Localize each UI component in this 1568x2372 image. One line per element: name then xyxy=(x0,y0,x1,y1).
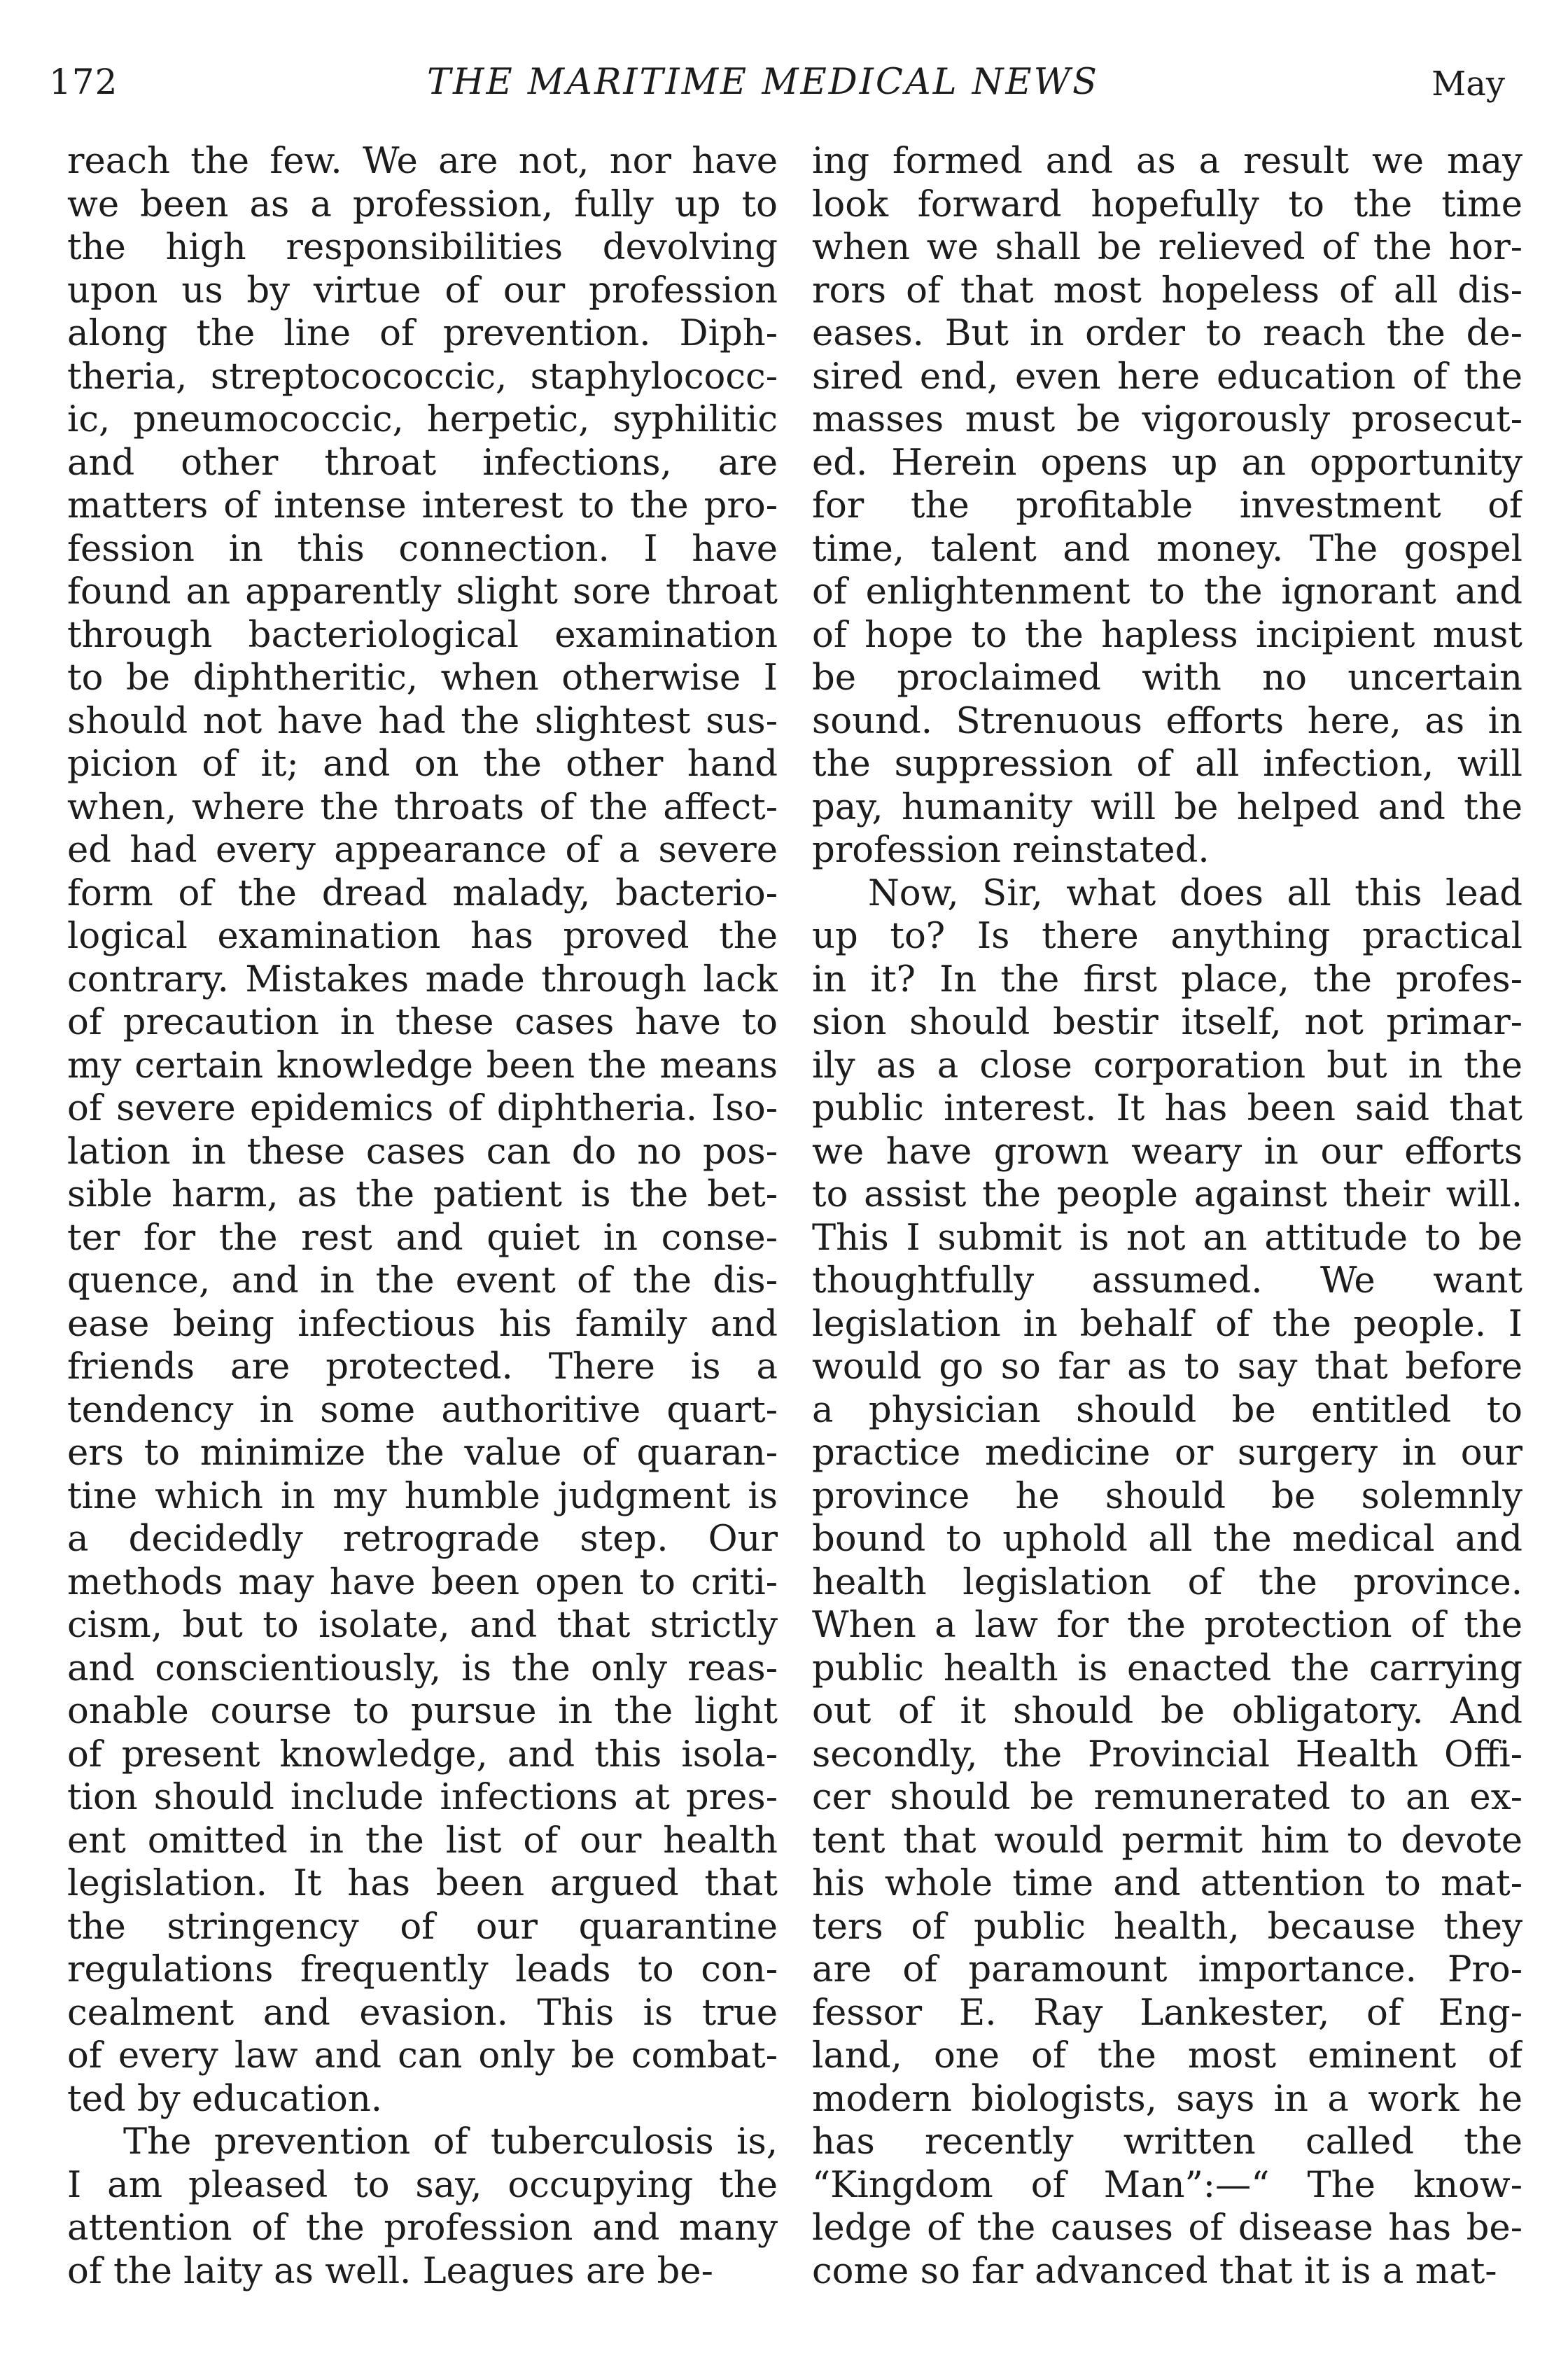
left-text-column xyxy=(67,140,778,2293)
text-line: in it? In the first place, the profes- xyxy=(812,958,1522,1000)
text-line: quence, and in the event of the dis- xyxy=(67,1260,778,1302)
text-line: This I submit is not an attitude to be xyxy=(812,1216,1522,1259)
text-line: ledge of the causes of disease has be- xyxy=(812,2207,1522,2249)
text-line: public interest. It has been said that xyxy=(812,1087,1522,1129)
text-line: come so far advanced that it is a mat- xyxy=(812,2249,1497,2292)
text-line: of precaution in these cases have to xyxy=(67,1001,778,1043)
text-line: onable course to pursue in the light xyxy=(67,1690,778,1732)
text-line: methods may have been open to criti- xyxy=(67,1561,778,1603)
text-line: modern biologists, says in a work he xyxy=(812,2077,1522,2120)
text-line: and other throat infections, are xyxy=(67,441,778,484)
text-line: and conscientiously, is the only reas- xyxy=(67,1647,778,1689)
text-line: should not have had the slightest sus- xyxy=(67,699,778,742)
text-line: the high responsibilities devolving xyxy=(67,226,778,268)
text-line: of the laity as well. Leagues are be- xyxy=(67,2249,713,2292)
text-line: to be diphtheritic, when otherwise I xyxy=(67,657,778,699)
text-line: a physician should be entitled to xyxy=(812,1388,1522,1431)
text-line: ic, pneumococcic, herpetic, syphilitic xyxy=(67,398,778,440)
text-line: has recently written called the xyxy=(812,2121,1522,2163)
text-line: would go so far as to say that before xyxy=(812,1346,1522,1388)
text-line: matters of intense interest to the pro- xyxy=(67,484,778,526)
text-line: tion should include infections at pres- xyxy=(67,1776,778,1818)
text-line: ers to minimize the value of quaran- xyxy=(67,1432,778,1474)
text-line: I am pleased to say, occupying the xyxy=(67,2163,778,2206)
text-line: pay, humanity will be helped and the xyxy=(812,786,1522,828)
text-line: look forward hopefully to the time xyxy=(812,183,1522,225)
text-line: “Kingdom of Man”:—“ The know- xyxy=(812,2163,1522,2206)
text-line: cism, but to isolate, and that strictly xyxy=(67,1604,778,1646)
text-line: Now, Sir, what does all this lead xyxy=(868,872,1522,914)
text-line: public health is enacted the carrying xyxy=(812,1647,1522,1689)
text-line: for the profitable investment of xyxy=(812,484,1522,526)
text-line: the stringency of our quarantine xyxy=(67,1905,778,1948)
text-line: ing formed and as a result we may xyxy=(812,140,1522,182)
text-line: cer should be remunerated to an ex- xyxy=(812,1776,1522,1818)
text-line: attention of the profession and many xyxy=(67,2207,778,2249)
text-line: legislation. It has been argued that xyxy=(67,1862,778,1904)
text-line: health legislation of the province. xyxy=(812,1561,1522,1603)
text-line: picion of it; and on the other hand xyxy=(67,743,778,785)
text-line: sion should bestir itself, not primar- xyxy=(812,1001,1522,1043)
text-line: ily as a close corporation but in the xyxy=(812,1044,1522,1087)
text-line: sired end, even here education of the xyxy=(812,355,1522,398)
text-line: found an apparently slight sore throat xyxy=(67,571,778,613)
text-line: sound. Strenuous efforts here, as in xyxy=(812,699,1522,742)
issue-month: May xyxy=(1432,64,1505,104)
text-line: out of it should be obligatory. And xyxy=(812,1690,1522,1732)
text-line: ter for the rest and quiet in conse- xyxy=(67,1216,778,1259)
text-line: sible harm, as the patient is the bet- xyxy=(67,1173,778,1215)
text-line: ters of public health, because they xyxy=(812,1905,1522,1948)
text-line: eases. But in order to reach the de- xyxy=(812,312,1522,354)
text-line: fession in this connection. I have xyxy=(67,527,778,570)
text-line: his whole time and attention to mat- xyxy=(812,1862,1522,1904)
text-line: of severe epidemics of diphtheria. Iso- xyxy=(67,1087,778,1129)
text-line: form of the dread malady, bacterio- xyxy=(67,872,778,914)
text-line: time, talent and money. The gospel xyxy=(812,527,1522,570)
text-line: logical examination has proved the xyxy=(67,915,778,957)
text-line: tent that would permit him to devote xyxy=(812,1819,1522,1862)
text-line: ed had every appearance of a severe xyxy=(67,829,778,871)
text-line: regulations frequently leads to con- xyxy=(67,1948,778,1990)
text-line: bound to uphold all the medical and xyxy=(812,1518,1522,1560)
text-line: upon us by virtue of our profession xyxy=(67,269,778,312)
text-line: land, one of the most eminent of xyxy=(812,2035,1522,2077)
text-line: ed. Herein opens up an opportunity xyxy=(812,441,1522,484)
text-line: profession reinstated. xyxy=(812,829,1210,871)
text-line: thoughtfully assumed. We want xyxy=(812,1260,1522,1302)
text-line: of enlightenment to the ignorant and xyxy=(812,571,1522,613)
text-line: The prevention of tuberculosis is, xyxy=(123,2121,778,2163)
text-line: theria, streptocococcic, staphylococc- xyxy=(67,355,778,398)
text-line: When a law for the protection of the xyxy=(812,1604,1522,1646)
text-line: tine which in my humble judgment is xyxy=(67,1474,778,1517)
text-line: rors of that most hopeless of all dis- xyxy=(812,269,1522,312)
text-line: of every law and can only be combat- xyxy=(67,2035,778,2077)
text-line: my certain knowledge been the means xyxy=(67,1044,778,1087)
right-text-column xyxy=(812,140,1522,2293)
text-line: contrary. Mistakes made through lack xyxy=(67,958,778,1000)
text-line: province he should be solemnly xyxy=(812,1474,1522,1517)
text-line: be proclaimed with no uncertain xyxy=(812,657,1522,699)
running-header xyxy=(49,62,1505,118)
text-line: ease being infectious his family and xyxy=(67,1302,778,1345)
text-line: we have grown weary in our efforts xyxy=(812,1130,1522,1173)
text-line: of present knowledge, and this isola- xyxy=(67,1733,778,1775)
text-line: are of paramount importance. Pro- xyxy=(812,1948,1522,1990)
text-line: tendency in some authoritive quart- xyxy=(67,1388,778,1431)
page-number: 172 xyxy=(49,62,118,102)
text-line: fessor E. Ray Lankester, of Eng- xyxy=(812,1991,1522,2034)
text-line: up to? Is there anything practical xyxy=(812,915,1522,957)
text-line: to assist the people against their will. xyxy=(812,1173,1522,1215)
text-line: ent omitted in the list of our health xyxy=(67,1819,778,1862)
text-line: when, where the throats of the affect- xyxy=(67,786,778,828)
text-line: ted by education. xyxy=(67,2077,383,2120)
text-line: the suppression of all infection, will xyxy=(812,743,1522,785)
text-line: a decidedly retrograde step. Our xyxy=(67,1518,778,1560)
text-line: we been as a profession, fully up to xyxy=(67,183,778,225)
text-line: reach the few. We are not, nor have xyxy=(67,140,778,182)
text-line: legislation in behalf of the people. I xyxy=(812,1302,1522,1345)
text-line: along the line of prevention. Diph- xyxy=(67,312,778,354)
text-line: friends are protected. There is a xyxy=(67,1346,778,1388)
text-line: lation in these cases can do no pos- xyxy=(67,1130,778,1173)
text-line: practice medicine or surgery in our xyxy=(812,1432,1522,1474)
text-line: of hope to the hapless incipient must xyxy=(812,613,1522,656)
text-line: through bacteriological examination xyxy=(67,613,778,656)
text-line: when we shall be relieved of the hor- xyxy=(812,226,1522,268)
text-line: cealment and evasion. This is true xyxy=(67,1991,778,2034)
journal-title: THE MARITIME MEDICAL NEWS xyxy=(427,62,1099,103)
text-line: masses must be vigorously prosecut- xyxy=(812,398,1522,440)
text-line: secondly, the Provincial Health Offi- xyxy=(812,1733,1522,1775)
